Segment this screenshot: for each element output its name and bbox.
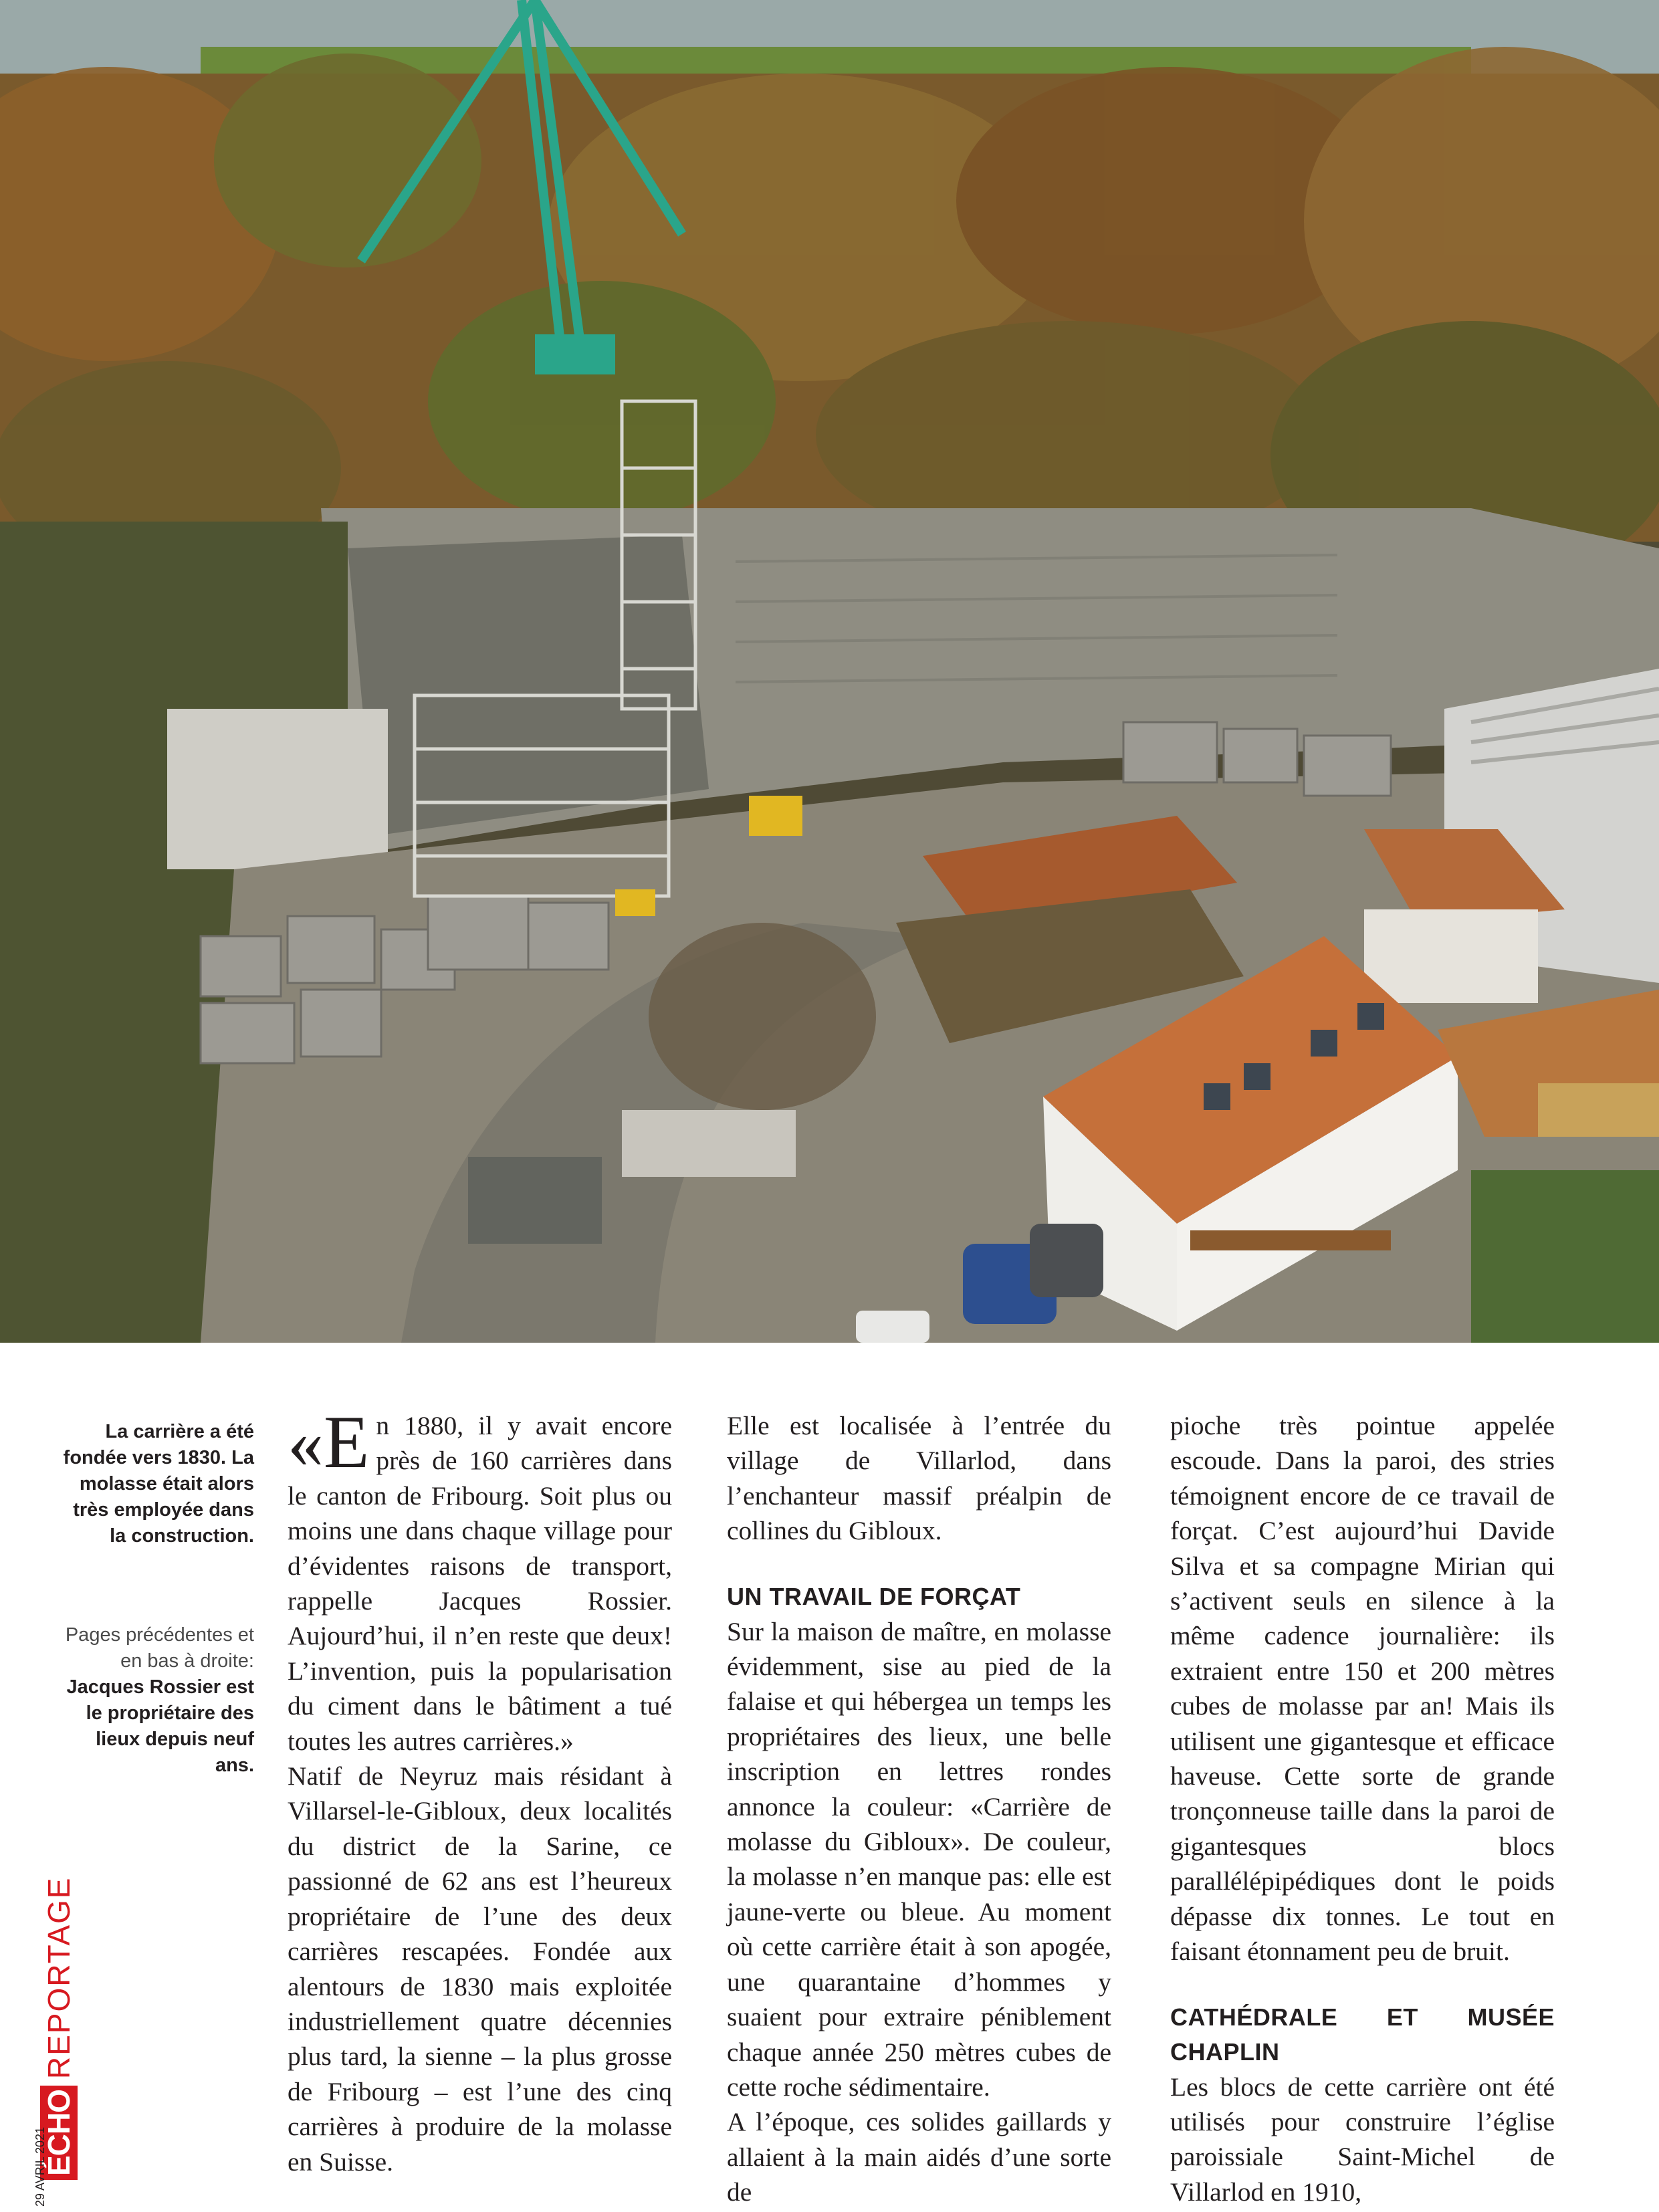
caption-bold: Jacques Rossier est le propriétaire des lieux depuis neuf ans. <box>66 1676 254 1776</box>
article-paragraph-continued: pioche très pointue appelée escoude. Dans la paroi, des stries témoignent encore de ce travail de forçat. C’est aujourd’hui Davide Silva et sa compagne Mirian qui s’activent seuls en silence à la même cadence journalière: ils extraient entre 150 et 200 mètres cubes de molasse par an! Mais ils utilisent une gigantesque et efficace haveuse. Cette sorte de grande tronçonneuse taille dans la paroi de gigantesques blocs parallélépipédiques dont le poids dépasse dix tonnes. Le tout en faisant étonnament peu de bruit. <box>1170 1411 1555 1967</box>
caption-lead: Pages précédentes et en bas à droite: <box>65 1624 254 1672</box>
article-column-2 <box>727 1408 1111 2210</box>
article-paragraph <box>288 1401 672 1759</box>
article-column-3 <box>1170 1408 1555 2209</box>
article-column-1 <box>288 1401 672 2179</box>
article-paragraph: Les blocs de cette carrière ont été utilisés pour construire l’église paroissiale Saint-Michel de Villarlod en 1910, <box>1170 2072 1555 2207</box>
issue-date: 29 AVRIL 2021 <box>33 2126 47 2207</box>
section-label: REPORTAGE <box>41 1876 76 2080</box>
paragraph-text: n 1880, il y avait encore près de 160 carrières dans le canton de Fribourg. Soit plus ou moins une dans chaque village pour d’évidentes raisons de transport, rappelle Jacques Rossier. Aujourd’hui, il n’en reste que deux! L’invention, puis la popularisation du ciment dans le bâtiment a tué toutes les autres carrières.» <box>288 1411 672 1756</box>
section-heading: UN TRAVAIL DE FORÇAT <box>727 1582 1021 1610</box>
drop-cap: «E <box>288 1401 370 1484</box>
article-paragraph: Natif de Neyruz mais résidant à Villarsel-le-Gibloux, deux localités du district de la Sarine, ce passionné de 62 ans est l’heureux propriétaire de l’une des deux carrières rescapées. Fondée aux alentours de 1830 mais exploitée industriellement quatre décennies plus tard, la sienne – la plus grosse de Fribourg – est l’une des cinq carrières à produire de la molasse en Suisse. <box>288 1761 672 2177</box>
photo-caption-secondary <box>60 1622 254 1779</box>
section-heading: CATHÉDRALE ET MUSÉE CHAPLIN <box>1170 2003 1555 2066</box>
article-paragraph: Elle est localisée à l’entrée du village de Villarlod, dans l’enchanteur massif préalpin de collines du Gibloux. <box>727 1411 1111 1546</box>
magazine-section-tag <box>40 1779 80 2180</box>
article-paragraph: A l’époque, ces solides gaillards y allaient à la main aidés d’une sorte de <box>727 2107 1111 2207</box>
article-paragraph: Sur la maison de maître, en molasse évidemment, sise au pied de la falaise et qui hébergea un temps les propriétaires des lieux, une belle inscription en lettres rondes annonce la couleur: «Carrière de molasse du Gibloux». De couleur, la molasse n’en manque pas: elle est jaune-verte ou bleue. Au moment où cette carrière était à son apogée, une quarantaine d’hommes y suaient pour extraire péniblement chaque année 250 mètres cubes de cette roche sédimentaire. <box>727 1616 1111 2102</box>
magazine-logo: ÉCHO <box>40 2086 78 2180</box>
photo-caption: La carrière a été fondée vers 1830. La molasse était alors très employée dans la construction. <box>63 1421 254 1547</box>
